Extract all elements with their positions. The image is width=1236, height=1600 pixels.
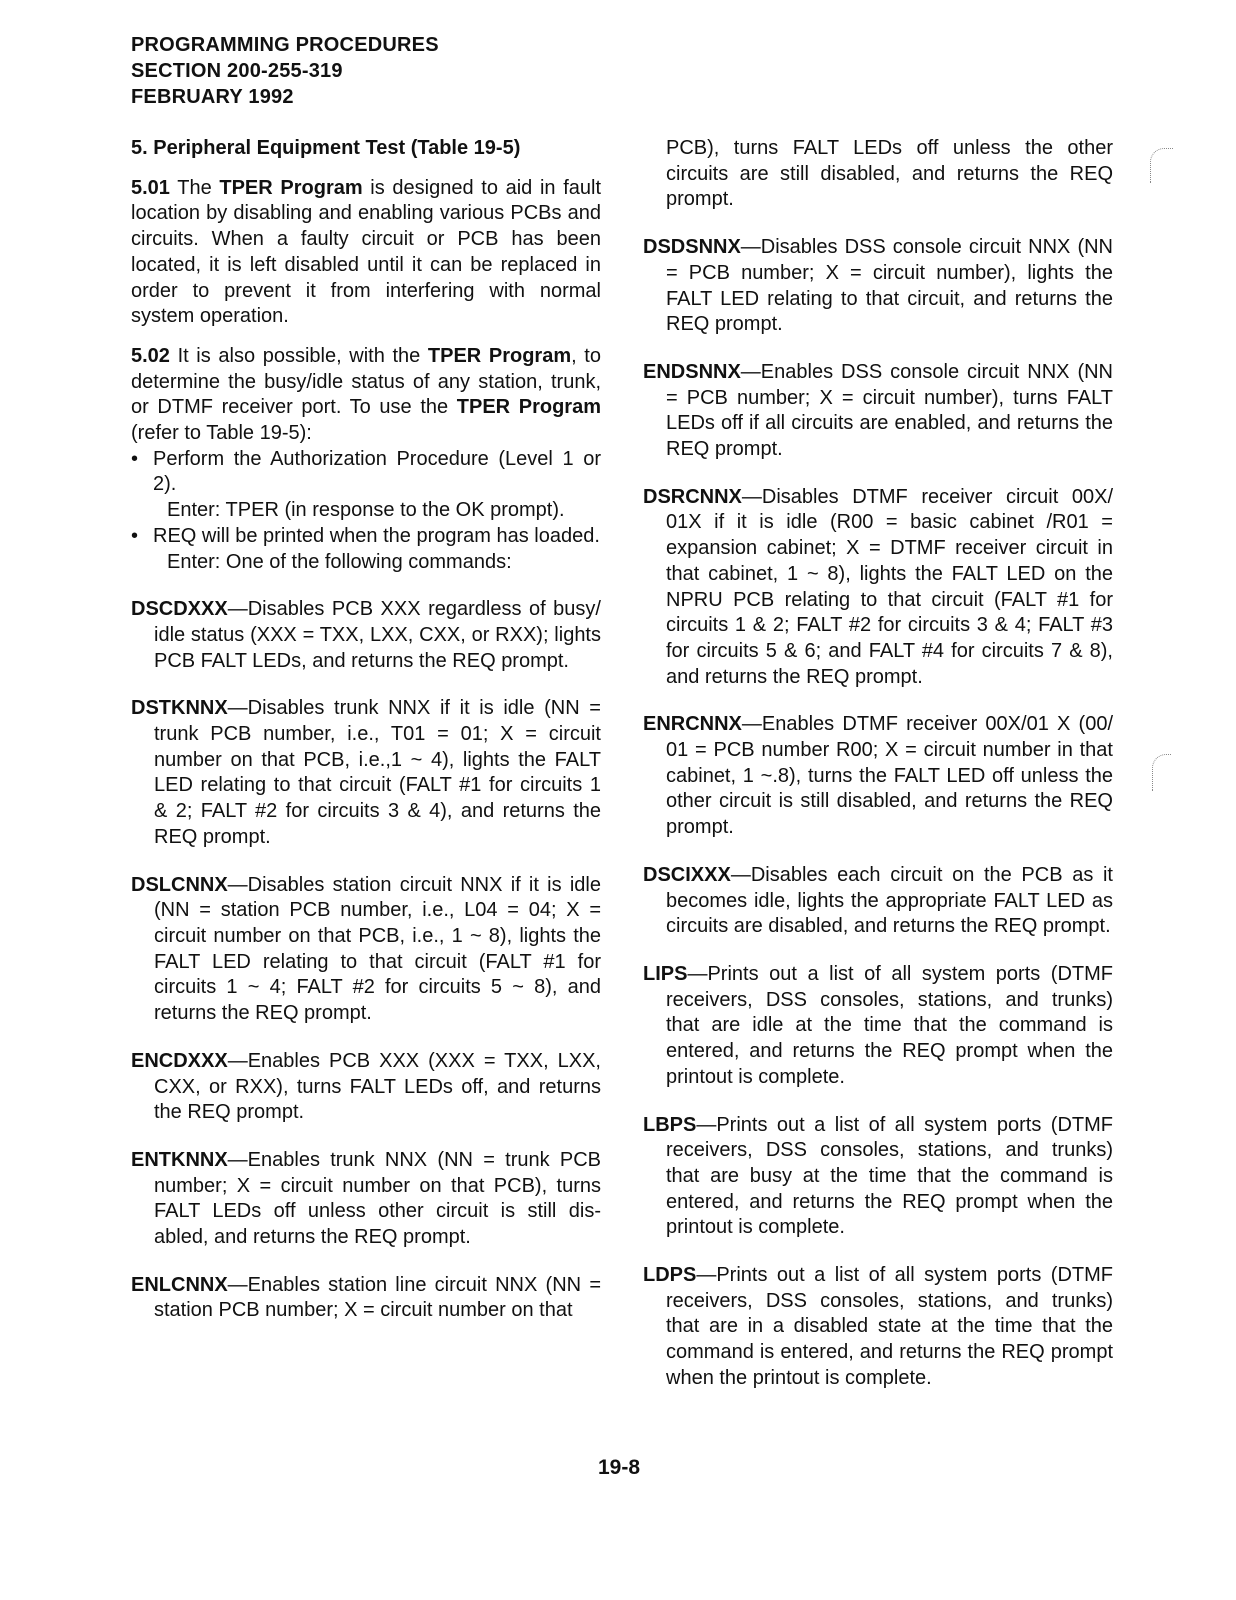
command-entry xyxy=(131,696,601,850)
command-description: —Disables PCB XXX regardless of busy/ idle status (XXX = TXX, LXX, CXX, or RXX); lights PCB FALT LEDs, and returns the REQ prompt. xyxy=(154,598,601,672)
command-entry xyxy=(643,1263,1113,1392)
command-description: —Prints out a list of all system ports (DTMF receivers, DSS consoles, stations, and trunks) that are idle at the time that the command is entered, and returns the REQ prompt when the printout is complete. xyxy=(666,962,1113,1088)
enter-instruction: Enter: TPER (in response to the OK prompt). xyxy=(167,499,565,522)
command-code: DSCIXXX xyxy=(643,863,731,886)
paragraph-text: It is also possible, with the xyxy=(169,344,428,367)
command-code: LDPS xyxy=(643,1264,697,1287)
page-header xyxy=(131,32,439,110)
command-entry xyxy=(643,485,1113,691)
command-code: ENDSNNX xyxy=(643,360,741,383)
paragraph-text: (refer to Table 19-5): xyxy=(131,422,312,445)
header-section: SECTION 200-255-319 xyxy=(131,60,343,82)
command-description: —Disables DSS console circuit NNX (NN = PCB number; X = circuit number), lights the FALT LED relating to that circuit, and returns the REQ prompt. xyxy=(666,236,1113,336)
binding-hole-mark xyxy=(1150,148,1173,183)
paragraph-text: , to determine the busy/idle status of any station, trunk, or DTMF receiver port. To use the xyxy=(131,344,601,419)
program-name: TPER Program xyxy=(456,396,601,419)
program-name: TPER Program xyxy=(427,344,572,367)
paragraph-number: 5.02 xyxy=(131,344,170,367)
command-entry xyxy=(643,712,1113,841)
command-description: —Enables trunk NNX (NN = trunk PCB number; X = circuit number on that PCB), turns FALT LEDs off unless other circuit is still dis- abled, and returns the REQ prompt. xyxy=(154,1148,601,1249)
header-date: FEBRUARY 1992 xyxy=(131,86,294,108)
command-code: LBPS xyxy=(643,1113,697,1136)
command-code: DSLCNNX xyxy=(131,873,228,896)
list-item: • Perform the Authorization Procedure (Level 1 or 2). xyxy=(131,447,601,498)
command-description: —Disables DTMF receiver circuit 00X/ 01X if it is idle (R00 = basic cabinet /R01 = expansion cabinet; X = DTMF receiver circuit in that cabinet, 1 ~ 8), lights the FALT LED on the NPRU PCB relating to that circuit (FALT #1 for circuits 1 & 2; FALT #2 for circuits 3 & 4; FALT #3 for circuits 5 & 6; and FALT #4 for circuits 7 & 8), and returns the REQ prompt. xyxy=(666,485,1113,688)
command-entry xyxy=(131,597,601,674)
paragraph-5-02 xyxy=(131,344,601,447)
command-description: —Disables station circuit NNX if it is idle (NN = station PCB number, i.e., L04 = 04; X = circuit number on that PCB, i.e., 1 ~ 8), lights the FALT LED relating to that circuit (FALT #1 for circuits 1 ~ 4; FALT #2 for circuits 5 ~ 8), and returns the REQ prompt. xyxy=(154,873,601,1025)
command-code: LIPS xyxy=(643,962,688,985)
command-entry xyxy=(643,1113,1113,1242)
command-description: —Enables DSS console circuit NNX (NN = PCB number; X = circuit number), turns FALT LEDs off if all circuits are enabled, and returns the REQ prompt. xyxy=(666,360,1113,461)
command-entry xyxy=(643,863,1113,940)
command-description: —Disables trunk NNX if it is idle (NN = trunk PCB number, i.e., T01 = 01; X = circuit number on that PCB, i.e.,1 ~ 4), lights the FALT LED relating to that circuit (FALT #1 for circuits 1 & 2; FALT #2 for circuits 3 & 4), and returns the REQ prompt. xyxy=(154,697,601,848)
header-title: PROGRAMMING PROCEDURES xyxy=(131,34,439,56)
program-name: TPER Program xyxy=(219,176,363,199)
command-code: DSTKNNX xyxy=(131,697,228,720)
section-title: 5. Peripheral Equipment Test (Table 19-5) xyxy=(131,137,521,159)
command-description: —Enables station line circuit NNX (NN = station PCB number; X = circuit number on that xyxy=(154,1273,601,1322)
command-description: —Prints out a list of all system ports (DTMF receivers, DSS consoles, stations, and trunks) that are in a disabled state at the time that the command is entered, and returns the REQ prompt when the printout is complete. xyxy=(666,1264,1113,1389)
command-entry xyxy=(131,873,601,1027)
paragraph-5-01 xyxy=(131,176,601,330)
command-entry xyxy=(643,360,1113,463)
continued-text: PCB), turns FALT LEDs off unless the other circuits are still disabled, and returns the REQ prompt. xyxy=(666,137,1113,211)
command-entry xyxy=(643,962,1113,1091)
command-entry xyxy=(131,1273,601,1324)
command-code: ENRCNNX xyxy=(643,713,742,736)
list-item: • REQ will be printed when the program has loaded. xyxy=(131,524,601,550)
command-entry xyxy=(131,1148,601,1251)
page-number: 19-8 xyxy=(598,1456,641,1479)
command-code: DSDSNNX xyxy=(643,236,741,259)
command-description: —Enables DTMF receiver 00X/01 X (00/ 01 = PCB number R00; X = circuit number in that cabinet, 1 ~.8), turns the FALT LED off unless the other circuit is still disabled, and returns the REQ prompt. xyxy=(666,713,1113,839)
command-code: ENLCNNX xyxy=(131,1273,228,1296)
enter-instruction: Enter: One of the following commands: xyxy=(167,550,512,573)
paragraph-text: is designed to aid in fault location by disabling and enabling various PCBs and circuits. When a faulty circuit or PCB has been located, it is left disabled until it can be replaced in order to prevent it from interfering with normal system operation. xyxy=(131,176,601,328)
command-code: ENCDXXX xyxy=(131,1049,228,1072)
command-code: DSCDXXX xyxy=(131,598,228,621)
command-description: —Enables PCB XXX (XXX = TXX, LXX, CXX, or RXX), turns FALT LEDs off, and returns the REQ prompt. xyxy=(154,1049,601,1124)
command-code: DSRCNNX xyxy=(643,485,742,508)
right-column xyxy=(643,136,1113,1414)
command-description: —Disables each circuit on the PCB as it becomes idle, lights the appropriate FALT LED as circuits are disabled, and returns the REQ prompt. xyxy=(666,863,1113,938)
left-column xyxy=(131,136,601,1346)
paragraph-text: The xyxy=(169,176,220,199)
binding-hole-mark xyxy=(1152,754,1171,791)
paragraph-number: 5.01 xyxy=(131,176,170,199)
command-entry xyxy=(643,235,1113,338)
command-code: ENTKNNX xyxy=(131,1148,228,1171)
command-description: —Prints out a list of all system ports (DTMF receivers, DSS consoles, stations, and trunks) that are busy at the time that the command is entered, and returns the REQ prompt when the printout is complete. xyxy=(666,1113,1113,1239)
command-entry xyxy=(131,1049,601,1126)
